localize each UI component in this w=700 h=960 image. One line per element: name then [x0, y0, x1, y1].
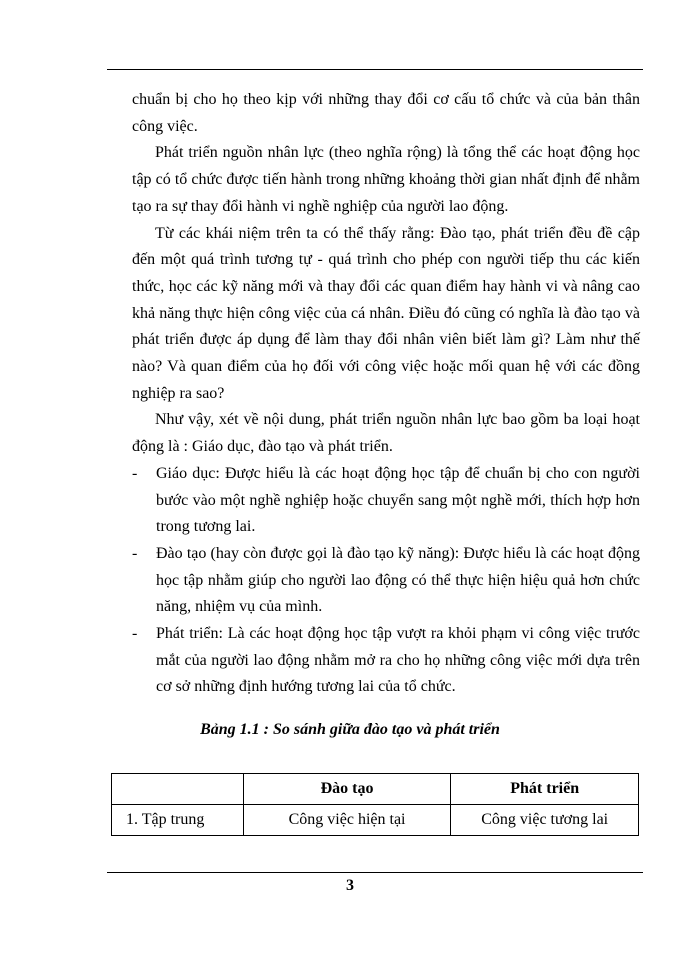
list-item — [132, 461, 640, 541]
list-item-text: Phát triển: Là các hoạt động học tập vượt ra khỏi phạm vi công việc trước mắt của người lao động nhằm mở ra cho họ những công việc mới dựa trên cơ sở những định hướng tương lai của tổ chức. — [156, 625, 640, 696]
table-row — [112, 805, 639, 836]
list-item — [132, 621, 640, 701]
header-rule — [107, 69, 643, 70]
table-header-row — [112, 774, 639, 805]
paragraph: chuẩn bị cho họ theo kịp với những thay đổi cơ cấu tổ chức và của bản thân công việc. — [132, 91, 640, 135]
page-number: 3 — [346, 877, 354, 894]
bullet-list — [132, 461, 640, 701]
paragraph: Từ các khái niệm trên ta có thể thấy rằng: Đào tạo, phát triển đều đề cập đến một quá trình tương tự - quá trình cho phép con người tiếp thu các kiến thức, học các kỹ năng mới và thay đổi các quan điểm hay hành vi và nâng cao khả năng thực hiện công việc của cá nhân. Điều đó cũng có nghĩa là đào tạo và phát triển được áp dụng để làm thay đổi nhân viên biết làm gì? Làm như thế nào? Và quan điểm của họ đối với công việc hoặc mối quan hệ với các đồng nghiệp ra sao? — [132, 224, 640, 402]
table-header-cell — [112, 774, 244, 805]
paragraph: Phát triển nguồn nhân lực (theo nghĩa rộng) là tổng thể các hoạt động học tập có tổ chức được tiến hành trong những khoảng thời gian nhất định để nhằm tạo ra sự thay đổi hành vi nghề nghiệp của người lao động. — [132, 144, 640, 215]
table-header-cell: Đào tạo — [243, 774, 451, 805]
paragraph: Như vậy, xét về nội dung, phát triển nguồn nhân lực bao gồm ba loại hoạt động là : Giáo dục, đào tạo và phát triển. — [132, 411, 640, 456]
bullet-dash: - — [132, 625, 138, 643]
table-cell: 1. Tập trung — [112, 805, 244, 836]
list-item — [132, 541, 640, 621]
bullet-dash: - — [132, 464, 138, 482]
bullet-dash: - — [132, 544, 138, 562]
list-item-text: Đào tạo (hay còn được gọi là đào tạo kỹ năng): Được hiểu là các hoạt động học tập nhằm giúp cho người lao động có thể thực hiện hiệu quả hơn chức năng, nhiệm vụ của mình. — [156, 544, 640, 616]
table-cell: Công việc hiện tại — [243, 805, 451, 836]
comparison-table — [111, 773, 639, 836]
table-caption: Bảng 1.1 : So sánh giữa đào tạo và phát triển — [200, 721, 500, 738]
list-item-text: Giáo dục: Được hiểu là các hoạt động học tập để chuẩn bị cho con người bước vào một nghề nghiệp hoặc chuyển sang một nghề mới, thích hợp hơn trong tương lai. — [156, 464, 640, 536]
table-cell: Công việc tương lai — [451, 805, 639, 836]
document-body — [132, 87, 640, 701]
footer-rule — [107, 872, 643, 873]
table-header-cell: Phát triển — [451, 774, 639, 805]
